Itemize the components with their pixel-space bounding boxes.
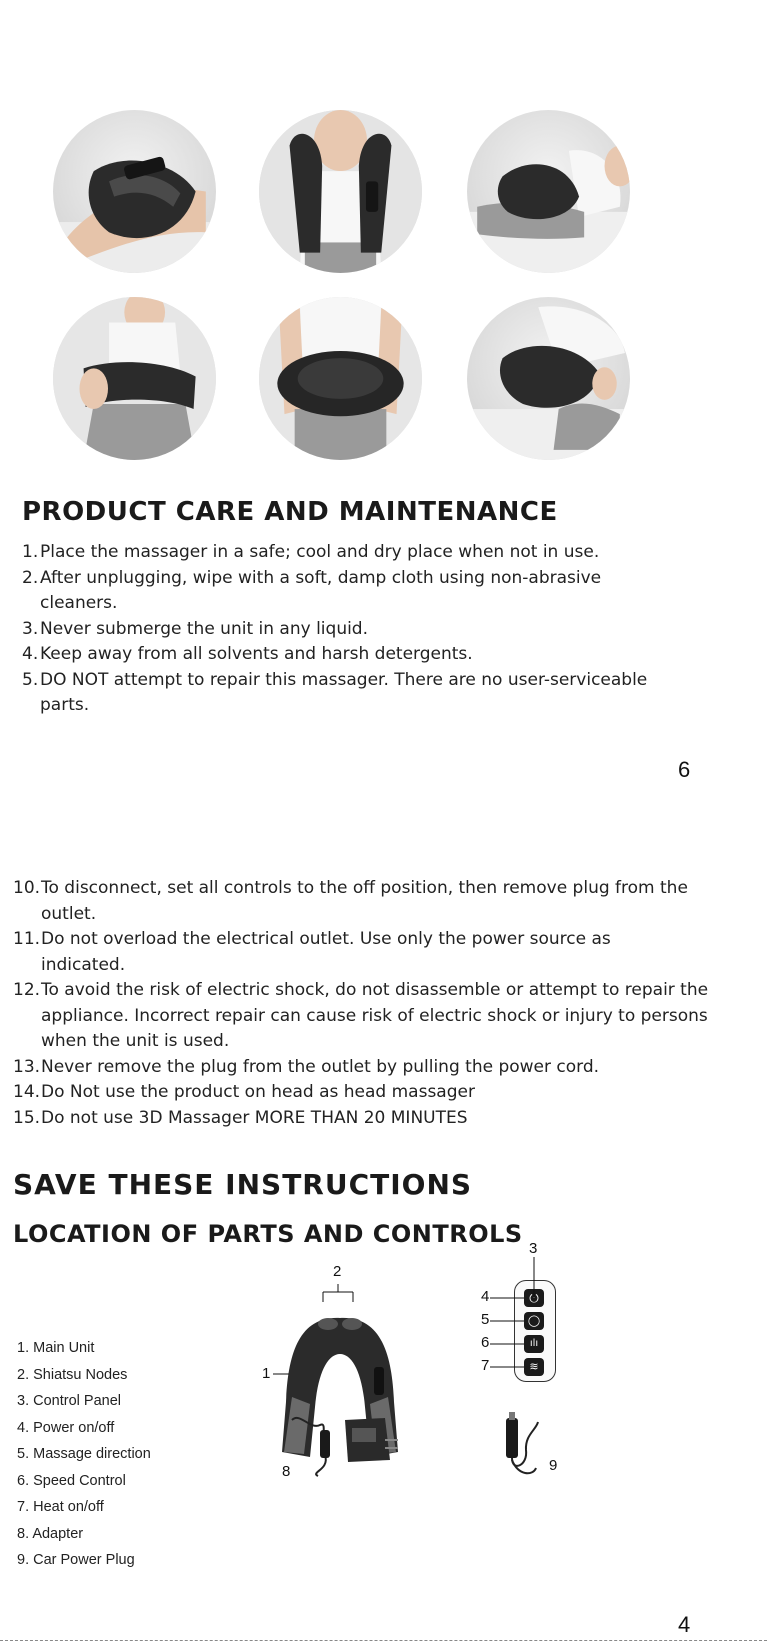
list-item-number: 5.	[22, 669, 39, 690]
callout-lines-main	[255, 1280, 415, 1410]
list-item-text: After unplugging, wipe with a soft, damp cloth using non-abrasive cleaners.	[40, 567, 602, 613]
list-item	[22, 617, 722, 643]
list-item-number: 4.	[22, 644, 39, 664]
list-item-text: Do not overload the electrical outlet. Use only the power source as indicated.	[41, 929, 611, 975]
list-item: 6. Speed Control	[17, 1472, 126, 1489]
callout-label-6: 6	[481, 1334, 490, 1351]
adapter-illustration	[290, 1410, 400, 1480]
list-item: 1. Main Unit	[17, 1340, 95, 1356]
list-item: 2. Shiatsu Nodes	[17, 1366, 128, 1383]
callout-label-9: 9	[549, 1457, 558, 1474]
power-icon: ⏻	[524, 1289, 544, 1307]
callout-label-3: 3	[529, 1240, 538, 1257]
list-item	[13, 978, 758, 1055]
usage-photo-waist-sitting	[53, 297, 216, 460]
list-item-text: To avoid the risk of electric shock, do not disassemble or attempt to repair the appliance. Incorrect repair can cause risk of electric shock or injury to persons when the unit is used.	[41, 980, 709, 1051]
list-item-text: DO NOT attempt to repair this massager. There are no user-serviceable parts.	[40, 669, 648, 715]
list-item-text: Do Not use the product on head as head massager	[41, 1082, 475, 1102]
car-plug-illustration	[498, 1410, 543, 1480]
callout-label-1: 1	[262, 1365, 271, 1382]
list-item-text: Place the massager in a safe; cool and dry place when not in use.	[40, 542, 600, 562]
care-list	[22, 540, 722, 719]
direction-icon: ◯	[524, 1312, 544, 1330]
list-item	[22, 566, 722, 617]
usage-photo-neck	[259, 110, 422, 273]
list-item	[22, 668, 722, 719]
list-item: 3. Control Panel	[17, 1393, 121, 1409]
list-item	[13, 876, 758, 927]
usage-photo-lying-back	[467, 110, 630, 273]
list-item-text: To disconnect, set all controls to the off position, then remove plug from the outlet.	[41, 878, 688, 924]
callout-label-2: 2	[333, 1263, 342, 1280]
list-item-number: 13.	[13, 1056, 41, 1077]
list-item	[13, 1055, 758, 1081]
list-item-text: Keep away from all solvents and harsh detergents.	[40, 644, 473, 664]
usage-photo-thigh	[53, 110, 216, 273]
usage-photo-waist-front	[259, 297, 422, 460]
list-item-number: 3.	[22, 618, 39, 639]
list-item	[13, 1080, 758, 1106]
callout-label-5: 5	[481, 1311, 490, 1328]
list-item-number: 12.	[13, 980, 41, 1000]
list-item: 4. Power on/off	[17, 1419, 115, 1436]
list-item	[22, 540, 722, 566]
callout-label-4: 4	[481, 1288, 490, 1305]
list-item	[22, 642, 722, 668]
list-item-number: 2.	[22, 567, 39, 588]
callout-label-7: 7	[481, 1357, 490, 1374]
list-item	[13, 1106, 758, 1132]
save-instructions-title: SAVE THESE INSTRUCTIONS	[13, 1168, 473, 1201]
list-item: 7. Heat on/off	[17, 1499, 104, 1515]
callout-lines-panel	[490, 1255, 550, 1385]
list-item-number: 11.	[13, 929, 41, 949]
list-item: 5. Massage direction	[17, 1446, 151, 1462]
list-item-number: 15.	[13, 1107, 41, 1128]
list-item-number: 14.	[13, 1082, 41, 1102]
page-number-bottom: 4	[678, 1612, 691, 1637]
list-item-number: 10.	[13, 878, 41, 898]
parts-list	[17, 1335, 151, 1574]
list-item: 8. Adapter	[17, 1525, 84, 1542]
list-item-text: Never remove the plug from the outlet by pulling the power cord.	[41, 1056, 600, 1077]
list-item-text: Do not use 3D Massager MORE THAN 20 MINUTES	[41, 1107, 468, 1128]
callout-label-8: 8	[282, 1463, 291, 1480]
list-item-number: 1.	[22, 542, 39, 562]
list-item	[13, 927, 758, 978]
care-section-title: PRODUCT CARE AND MAINTENANCE	[22, 497, 558, 527]
page-divider	[0, 1640, 767, 1641]
usage-photo-lying-side	[467, 297, 630, 460]
list-item-text: Never submerge the unit in any liquid.	[40, 618, 369, 639]
speed-icon: ılı	[524, 1335, 544, 1353]
page-number-top: 6	[678, 757, 691, 782]
safety-list	[13, 876, 758, 1131]
location-section-title: LOCATION OF PARTS AND CONTROLS	[13, 1220, 523, 1248]
list-item: 9. Car Power Plug	[17, 1552, 135, 1568]
heat-icon: ≋	[524, 1358, 544, 1376]
